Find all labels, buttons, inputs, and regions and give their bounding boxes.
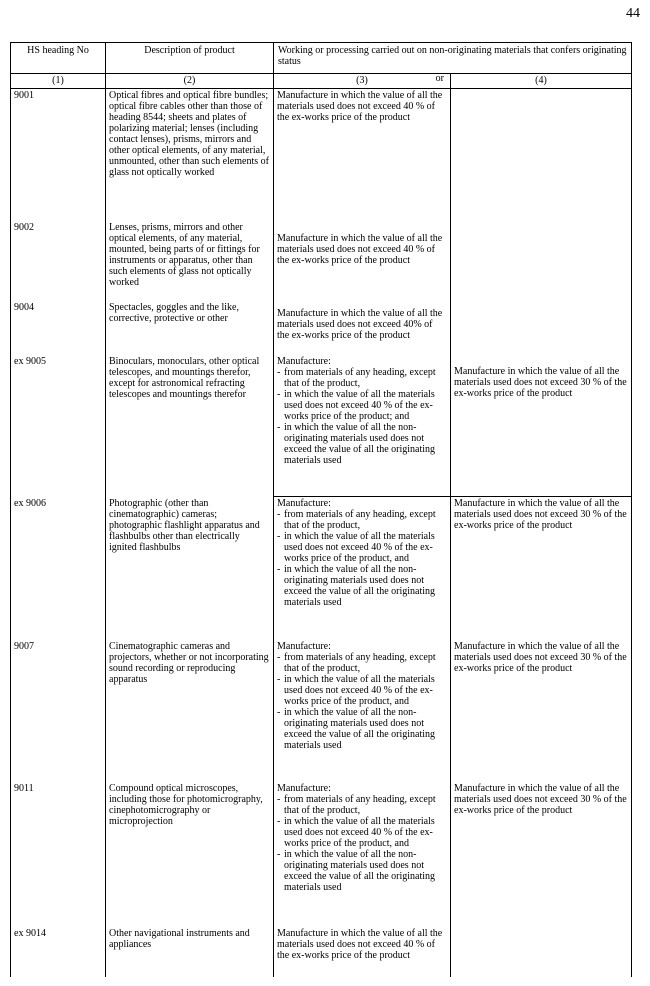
- working-cell: [274, 782, 451, 927]
- working-cell: [274, 355, 451, 497]
- table-row: [11, 640, 632, 782]
- hs-code-cell: 9004: [11, 301, 106, 355]
- header-working-processing: Working or processing carried out on non-originating materials that confers originating status: [274, 43, 632, 74]
- hs-code-cell: 9001: [11, 89, 106, 221]
- hs-code-cell: 9007: [11, 640, 106, 782]
- working-intro: Manufacture in which the value of all the materials used does not exceed 40% of the ex-works price of the product: [277, 307, 443, 341]
- header-hs-heading: HS heading No: [11, 43, 106, 74]
- column-number-2: (2): [106, 74, 274, 89]
- table-row: [11, 89, 632, 221]
- working-intro: Manufacture in which the value of all the materials used does not exceed 40 % of the ex-works price of the product: [277, 90, 443, 123]
- working-conditions-list: [277, 794, 447, 893]
- working-cell: [274, 301, 451, 355]
- or-label: or: [435, 73, 444, 84]
- hs-code-cell: ex 9014: [11, 927, 106, 977]
- description-cell: Photographic (other than cinematographic) cameras; photographic flashlight apparatus and flashbulbs other than electrically ignited flashbulbs: [106, 497, 274, 640]
- list-item: - in which the value of all the non-originating materials used does not exceed the value of all the originating materials used: [277, 564, 447, 608]
- hs-code-cell: ex 9006: [11, 497, 106, 640]
- column-number-3: (3) or: [274, 74, 451, 89]
- working-cell: [274, 89, 451, 221]
- list-item: - in which the value of all the non-originating materials used does not exceed the value of all the originating materials used: [277, 849, 447, 893]
- column-number-1: (1): [11, 74, 106, 89]
- list-item: - from materials of any heading, except that of the product,: [277, 509, 447, 531]
- hs-code-cell: 9011: [11, 782, 106, 927]
- alternative-cell: [451, 89, 632, 221]
- table-row: [11, 355, 632, 497]
- list-item: - from materials of any heading, except that of the product,: [277, 367, 447, 389]
- list-item: - in which the value of all the non-originating materials used does not exceed the value of all the originating materials used: [277, 707, 447, 751]
- table-row: [11, 497, 632, 640]
- alternative-cell: [451, 927, 632, 977]
- list-item: - in which the value of all the materials used does not exceed 40 % of the ex-works price of the product, and: [277, 674, 447, 707]
- alternative-cell: Manufacture in which the value of all the materials used does not exceed 30 % of the ex-works price of the product: [451, 497, 632, 640]
- working-conditions-list: [277, 652, 447, 751]
- hs-code-cell: ex 9005: [11, 355, 106, 497]
- working-intro: Manufacture in which the value of all the materials used does not exceed 40 % of the ex-works price of the product: [277, 927, 443, 961]
- header-row: [11, 43, 632, 74]
- table-row: [11, 927, 632, 977]
- list-item: - in which the value of all the materials used does not exceed 40 % of the ex-works price of the product, and: [277, 816, 447, 849]
- working-intro: Manufacture:: [277, 355, 331, 367]
- description-cell: Other navigational instruments and appliances: [106, 927, 274, 977]
- working-cell: [274, 927, 451, 977]
- working-cell: [274, 497, 451, 640]
- table-row: [11, 782, 632, 927]
- description-cell: Optical fibres and optical fibre bundles; optical fibre cables other than those of heading 8544; sheets and plates of polarizing material; lenses (including contact lenses), prisms, mirrors and other optical elements, of any material, unmounted, other than such elements of glass not optically worked: [106, 89, 274, 221]
- alternative-cell: [451, 301, 632, 355]
- working-intro: Manufacture in which the value of all the materials used does not exceed 40 % of the ex-works price of the product: [277, 232, 443, 266]
- working-intro: Manufacture:: [277, 498, 331, 509]
- working-conditions-list: [277, 367, 447, 466]
- list-item: - from materials of any heading, except that of the product,: [277, 794, 447, 816]
- alternative-cell: Manufacture in which the value of all the materials used does not exceed 30 % of the ex-works price of the product: [451, 782, 632, 927]
- description-cell: Compound optical microscopes, including those for photomicrography, cinephotomicrography or microprojection: [106, 782, 274, 927]
- description-cell: Spectacles, goggles and the like, corrective, protective or other: [106, 301, 274, 355]
- working-intro: Manufacture:: [277, 640, 331, 652]
- rules-of-origin-table: [10, 42, 632, 977]
- description-cell: Cinematographic cameras and projectors, whether or not incorporating sound recording or reproducing apparatus: [106, 640, 274, 782]
- column-number-4: (4): [451, 74, 632, 89]
- alternative-text: Manufacture in which the value of all the materials used does not exceed 30 % of the ex-works price of the product: [454, 365, 627, 399]
- working-intro: Manufacture:: [277, 782, 331, 794]
- table-row: [11, 221, 632, 301]
- working-cell: [274, 221, 451, 301]
- page-number: 44: [626, 6, 640, 21]
- alternative-cell: [451, 221, 632, 301]
- rules-of-origin-table-container: [10, 42, 631, 972]
- alternative-cell: Manufacture in which the value of all the materials used does not exceed 30 % of the ex-works price of the product: [451, 640, 632, 782]
- description-cell: Binoculars, monoculars, other optical telescopes, and mountings therefor, except for astronomical refracting telescopes and mountings therefor: [106, 355, 274, 497]
- alternative-cell: [451, 355, 632, 497]
- list-item: - in which the value of all the non-originating materials used does not exceed the value of all the originating materials used: [277, 422, 447, 466]
- list-item: - in which the value of all the materials used does not exceed 40 % of the ex-works price of the product; and: [277, 389, 447, 422]
- table-body: [11, 89, 632, 977]
- table-row: [11, 301, 632, 355]
- working-cell: [274, 640, 451, 782]
- list-item: - in which the value of all the materials used does not exceed 40 % of the ex-works price of the product, and: [277, 531, 447, 564]
- header-description: Description of product: [106, 43, 274, 74]
- description-cell: Lenses, prisms, mirrors and other optical elements, of any material, mounted, being parts of or fittings for instruments or apparatus, other than such elements of glass not optically worked: [106, 221, 274, 301]
- column-number-row: [11, 74, 632, 89]
- list-item: - from materials of any heading, except that of the product,: [277, 652, 447, 674]
- hs-code-cell: 9002: [11, 221, 106, 301]
- working-conditions-list: [277, 509, 447, 608]
